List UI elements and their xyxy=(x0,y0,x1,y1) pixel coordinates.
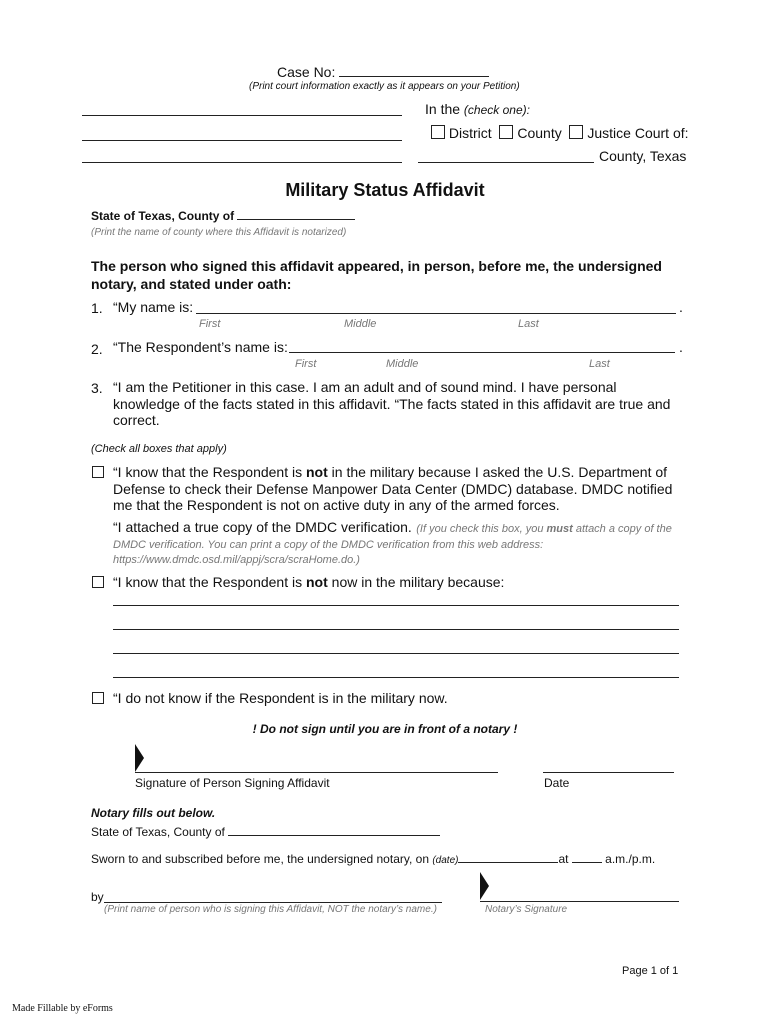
in-the-row xyxy=(425,101,530,117)
affiant-signature-field[interactable] xyxy=(135,772,498,773)
option-a-text xyxy=(113,464,675,514)
option-a-post: in the military because I asked the U.S. Department of Defense to check their Defense Manpower Data Center (DMDC) database. DMDC notified me that the Respondent is not on active duty in any of the armed forces. xyxy=(113,464,673,513)
case-no-hint: (Print court information exactly as it appears on your Petition) xyxy=(249,81,520,92)
case-no-row xyxy=(277,64,489,80)
unknown-checkbox[interactable] xyxy=(92,692,104,704)
district-label: District xyxy=(448,125,492,141)
state-county-row xyxy=(91,209,355,223)
signature-arrow-icon xyxy=(135,744,144,772)
signature-date-field[interactable] xyxy=(543,772,674,773)
court-info-line-3[interactable] xyxy=(82,162,402,163)
option-b-pre: “I know that the Respondent is xyxy=(113,574,306,590)
item-2-period: . xyxy=(679,339,683,355)
option-a-attached xyxy=(113,521,683,568)
resp-last-hint: Last xyxy=(589,358,610,370)
reason-line-1[interactable] xyxy=(113,605,679,606)
note-post: attach a copy of the DMDC verification. You can print a copy of the DMDC verification from this web address: https://www.dmdc.osd.mil/appj/scra/scraHome.do.) xyxy=(113,523,672,566)
option-b-post: now in the military because: xyxy=(327,574,505,590)
name-last-hint: Last xyxy=(518,318,539,330)
check-all-hint: (Check all boxes that apply) xyxy=(91,443,227,455)
by-hint: (Print name of person who is signing this Affidavit, NOT the notary’s name.) xyxy=(104,904,437,915)
county-texas-label: County, Texas xyxy=(599,148,687,164)
page-number: Page 1 of 1 xyxy=(622,965,679,977)
item-1-number: 1. xyxy=(91,300,103,316)
court-info-line-2[interactable] xyxy=(82,140,402,141)
notary-arrow-icon xyxy=(480,872,489,900)
item-1-period: . xyxy=(679,299,683,315)
respondent-name-field[interactable] xyxy=(289,352,675,353)
reason-line-4[interactable] xyxy=(113,677,679,678)
court-options xyxy=(431,125,689,141)
note-bold: must xyxy=(546,523,573,535)
ampm-label: a.m./p.m. xyxy=(605,852,656,866)
option-b-bold: not xyxy=(306,574,328,590)
item-2-label: “The Respondent’s name is: xyxy=(113,339,288,355)
reason-line-3[interactable] xyxy=(113,653,679,654)
note-pre: (If you check this box, you xyxy=(416,523,547,535)
name-first-hint: First xyxy=(199,318,221,330)
dmdc-checkbox[interactable] xyxy=(92,466,104,478)
county-checkbox[interactable] xyxy=(499,125,513,139)
sworn-text: Sworn to and subscribed before me, the undersigned notary, on xyxy=(91,852,429,866)
item-2-number: 2. xyxy=(91,341,103,357)
sworn-row xyxy=(91,852,655,866)
notary-county-label: State of Texas, County of xyxy=(91,825,225,839)
notary-heading: Notary fills out below. xyxy=(91,806,216,820)
item-1-label: “My name is: xyxy=(113,299,194,315)
notary-signature-hint: Notary’s Signature xyxy=(485,904,568,915)
reason-checkbox[interactable] xyxy=(92,576,104,588)
date-hint: (date) xyxy=(432,855,459,866)
option-c-text: “I do not know if the Respondent is in the military now. xyxy=(113,690,448,706)
justice-court-label: Justice Court of: xyxy=(587,125,689,141)
check-one-hint: (check one): xyxy=(463,103,530,117)
signature-label: Signature of Person Signing Affidavit xyxy=(135,776,330,790)
sworn-time-field[interactable] xyxy=(572,862,602,863)
reason-line-2[interactable] xyxy=(113,629,679,630)
court-county-line[interactable] xyxy=(418,162,594,163)
item-3-number: 3. xyxy=(91,380,103,396)
intro-text: The person who signed this affidavit appeared, in person, before me, the undersigned notary, and stated under oath: xyxy=(91,258,662,292)
district-checkbox[interactable] xyxy=(431,125,445,139)
county-hint: (Print the name of county where this Affidavit is notarized) xyxy=(91,227,347,238)
option-a-bold: not xyxy=(306,464,328,480)
notary-signature-field[interactable] xyxy=(480,901,679,902)
notary-county-row xyxy=(91,825,440,839)
state-county-label: State of Texas, County of xyxy=(91,209,235,223)
attached-text: “I attached a true copy of the DMDC verification. xyxy=(113,519,412,535)
my-name-field[interactable] xyxy=(196,313,676,314)
name-middle-hint: Middle xyxy=(344,318,377,330)
case-no-field[interactable] xyxy=(339,76,489,77)
case-no-label: Case No: xyxy=(277,64,336,80)
option-b-text xyxy=(113,574,504,590)
by-name-field[interactable] xyxy=(104,902,442,903)
county-label: County xyxy=(517,125,562,141)
date-label: Date xyxy=(544,776,570,790)
in-the-label: In the xyxy=(425,101,461,117)
notary-county-field[interactable] xyxy=(228,835,440,836)
court-info-line-1[interactable] xyxy=(82,115,402,116)
item-3-text: “I am the Petitioner in this case. I am an adult and of sound mind. I have personal knowledge of the facts stated in this affidavit. “The facts stated in this affidavit are true and correct. xyxy=(113,379,671,428)
notary-warning: ! Do not sign until you are in front of a notary ! xyxy=(252,722,518,736)
by-label: by xyxy=(91,890,104,904)
resp-middle-hint: Middle xyxy=(386,358,419,370)
sworn-date-field[interactable] xyxy=(458,862,558,863)
justice-court-checkbox[interactable] xyxy=(569,125,583,139)
made-fillable-credit: Made Fillable by eForms xyxy=(12,1003,113,1014)
at-label: at xyxy=(558,852,569,866)
resp-first-hint: First xyxy=(295,358,317,370)
page-title: Military Status Affidavit xyxy=(285,180,485,200)
state-county-field[interactable] xyxy=(237,219,355,220)
option-a-pre: “I know that the Respondent is xyxy=(113,464,306,480)
